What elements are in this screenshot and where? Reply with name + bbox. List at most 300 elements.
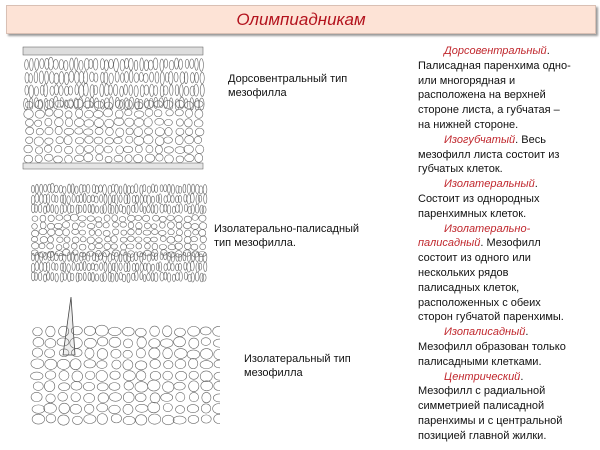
cell-shape <box>83 204 86 212</box>
cell-shape <box>129 85 133 96</box>
cell-shape <box>136 415 147 425</box>
cell-shape <box>204 194 207 204</box>
cell-shape <box>123 392 134 403</box>
cell-shape <box>149 339 160 348</box>
cell-shape <box>39 194 43 203</box>
cell-shape <box>164 204 167 212</box>
cell-shape <box>154 110 162 117</box>
cell-shape <box>114 137 122 143</box>
cell-shape <box>125 109 132 115</box>
cell-shape <box>214 349 220 359</box>
cell-shape <box>54 156 63 163</box>
cell-shape <box>119 186 122 194</box>
cell-shape <box>163 382 174 393</box>
cell-shape <box>201 338 210 346</box>
cell-shape <box>103 185 107 195</box>
cell-shape <box>184 99 188 109</box>
cell-shape <box>57 359 70 369</box>
cell-shape <box>163 371 173 380</box>
cell-shape <box>119 217 126 222</box>
cell-shape <box>176 222 182 229</box>
slide-title-bar <box>6 5 596 34</box>
cell-shape <box>193 230 199 235</box>
cell-shape <box>48 229 55 236</box>
cell-shape <box>150 72 154 82</box>
cell-shape <box>79 230 85 235</box>
cell-shape <box>85 371 94 379</box>
cell-shape <box>164 147 173 154</box>
cell-shape <box>204 262 207 272</box>
cell-shape <box>200 236 206 243</box>
cell-shape <box>47 272 50 280</box>
cell-shape <box>188 358 197 368</box>
cell-shape <box>154 205 158 214</box>
cell-shape <box>100 84 104 97</box>
cell-shape <box>104 195 107 204</box>
cell-shape <box>83 129 93 135</box>
cell-shape <box>133 155 142 163</box>
cell-shape <box>120 237 127 242</box>
cell-shape <box>200 349 212 360</box>
cell-shape <box>175 359 186 368</box>
cell-shape <box>39 229 47 235</box>
cell-shape <box>184 272 187 280</box>
cell-shape <box>54 85 58 95</box>
cell-shape <box>176 406 185 414</box>
cell-shape <box>123 360 133 370</box>
cell-shape <box>113 222 119 227</box>
cell-shape <box>25 101 32 108</box>
cell-shape <box>35 252 38 262</box>
cell-shape <box>97 361 107 369</box>
cell-shape <box>57 237 63 243</box>
cell-shape <box>75 138 84 144</box>
cell-shape <box>144 223 150 229</box>
cell-shape <box>172 274 175 282</box>
cell-shape <box>164 185 167 192</box>
cell-shape <box>35 110 44 118</box>
cell-shape <box>32 185 35 193</box>
cell-shape <box>95 145 103 154</box>
cell-shape <box>127 205 130 214</box>
cell-shape <box>184 204 187 212</box>
cell-shape <box>30 58 34 71</box>
cell-shape <box>201 404 210 413</box>
cell-shape <box>115 97 119 107</box>
cell-shape <box>179 272 182 282</box>
cell-shape <box>175 109 183 116</box>
cell-shape <box>104 215 110 222</box>
cell-shape <box>67 264 71 272</box>
cell-shape <box>187 252 190 262</box>
text: или многорядная и <box>418 74 516 87</box>
cell-shape <box>93 59 98 71</box>
cell-shape <box>140 185 143 194</box>
cell-shape <box>151 184 154 192</box>
cell-shape <box>168 184 171 193</box>
cell-shape <box>155 137 164 146</box>
cell-shape <box>79 71 84 83</box>
cell-shape <box>123 339 132 348</box>
cell-shape <box>194 136 201 143</box>
cell-shape <box>85 348 94 358</box>
cell-shape <box>135 145 142 153</box>
cell-shape <box>161 393 173 401</box>
cell-shape <box>84 415 96 424</box>
cell-shape <box>116 146 124 154</box>
cell-shape <box>87 237 94 244</box>
cell-shape <box>148 380 160 391</box>
cell-shape <box>91 204 94 213</box>
cell-shape <box>55 100 63 107</box>
text: палисадными клетками. <box>418 355 542 368</box>
cell-shape <box>76 263 79 270</box>
cell-shape <box>134 86 138 97</box>
cell-shape <box>183 184 186 193</box>
cell-shape <box>35 184 38 194</box>
cell-shape <box>69 71 74 82</box>
text: Палисадная паренхима одно- <box>418 59 571 72</box>
cell-shape <box>64 146 72 154</box>
cell-shape <box>70 214 78 221</box>
cell-shape <box>59 86 63 96</box>
cell-shape <box>45 359 57 369</box>
cell-shape <box>71 184 74 194</box>
cell-shape <box>24 145 32 153</box>
cell-shape <box>144 195 147 202</box>
cell-shape <box>184 86 189 95</box>
cell-shape <box>194 84 199 96</box>
cell-shape <box>83 272 86 280</box>
cell-shape <box>162 415 174 425</box>
cell-shape <box>25 73 29 84</box>
cell-shape <box>189 371 198 379</box>
cell-shape <box>144 85 149 95</box>
cell-shape <box>56 245 62 251</box>
cell-shape <box>184 216 191 222</box>
cell-shape <box>144 99 148 109</box>
cell-shape <box>198 263 202 270</box>
cell-shape <box>40 237 47 243</box>
cell-shape <box>171 263 174 271</box>
caption-line: мезофилла <box>244 367 303 379</box>
cell-shape <box>124 146 133 152</box>
text: расположенных с обеих <box>418 296 541 309</box>
cell-shape <box>86 252 90 261</box>
cell-shape <box>168 229 174 234</box>
cell-shape <box>145 243 151 249</box>
cell-shape <box>31 250 38 255</box>
cell-shape <box>123 416 135 424</box>
cell-shape <box>149 348 160 359</box>
cell-shape <box>88 272 91 280</box>
cell-shape <box>134 184 138 193</box>
cell-shape <box>79 222 85 227</box>
cell-shape <box>38 204 41 213</box>
cell-shape <box>112 215 118 222</box>
term: Изогубчатый <box>444 133 516 146</box>
cell-shape <box>165 155 174 163</box>
isolateral-leaf-illustration <box>25 295 220 427</box>
term: палисадный <box>418 237 481 250</box>
cell-shape <box>87 195 91 202</box>
cell-shape <box>59 403 70 413</box>
cell-shape <box>93 85 97 94</box>
cell-shape <box>144 135 154 144</box>
cell-shape <box>147 263 151 273</box>
cell-shape <box>203 185 207 195</box>
cell-shape <box>189 392 198 401</box>
cell-shape <box>135 237 142 242</box>
term: Центрический <box>444 370 521 383</box>
cell-shape <box>96 222 102 228</box>
cell-shape <box>132 195 135 203</box>
text: палисадных клеток, <box>418 281 520 294</box>
term: Дорсовентральный <box>444 45 547 57</box>
cell-shape <box>114 59 119 72</box>
text: . <box>525 326 529 339</box>
cell-shape <box>200 371 212 382</box>
cell-shape <box>54 253 58 261</box>
cell-shape <box>195 110 203 119</box>
cell-shape <box>171 195 174 203</box>
cell-shape <box>96 238 103 243</box>
cell-shape <box>98 393 108 403</box>
cell-shape <box>84 338 96 348</box>
cell-shape <box>176 128 184 135</box>
cell-shape <box>160 272 164 281</box>
cell-shape <box>95 243 102 248</box>
cell-shape <box>34 98 38 108</box>
cell-shape <box>143 206 146 213</box>
cell-shape <box>140 204 143 212</box>
text: . Весь <box>515 133 546 146</box>
cell-shape <box>147 186 151 193</box>
cell-shape <box>79 85 84 98</box>
cell-shape <box>164 264 167 271</box>
cell-shape <box>75 128 83 134</box>
cell-shape <box>70 404 81 414</box>
cell-shape <box>143 274 146 281</box>
cell-shape <box>38 99 42 109</box>
cell-shape <box>167 194 170 202</box>
cell-shape <box>154 273 158 282</box>
text: нескольких рядов <box>418 266 509 279</box>
cell-shape <box>110 371 120 379</box>
cell-shape <box>111 414 121 423</box>
term: Изолатерально- <box>444 222 531 235</box>
cell-shape <box>140 85 144 97</box>
cell-shape <box>145 128 153 135</box>
cell-shape <box>40 59 44 69</box>
text: паренхимы и с центральной <box>418 414 563 427</box>
cell-shape <box>35 120 42 126</box>
text: Мезофилл с радиальной <box>418 385 546 398</box>
cell-shape <box>70 359 81 370</box>
cell-shape <box>155 185 158 193</box>
term: Изолатеральный <box>444 178 535 191</box>
cell-shape <box>93 111 103 118</box>
cell-shape <box>83 382 94 390</box>
cell-shape <box>195 72 199 83</box>
cell-shape <box>33 337 44 346</box>
cell-shape <box>164 272 167 280</box>
cell-shape <box>132 263 135 271</box>
cell-shape <box>176 229 182 235</box>
cell-shape <box>70 58 74 70</box>
cell-shape <box>115 205 118 213</box>
cell-shape <box>46 414 56 423</box>
cell-shape <box>84 146 93 153</box>
cell-shape <box>74 71 79 83</box>
cell-shape <box>85 110 94 118</box>
cell-shape <box>198 195 202 202</box>
cell-shape <box>184 194 187 202</box>
cell-shape <box>175 85 179 96</box>
cell-shape <box>54 73 59 84</box>
cell-shape <box>144 263 147 270</box>
cell-shape <box>79 262 82 271</box>
text: состоит из одного или <box>418 252 531 265</box>
cell-shape <box>94 73 98 82</box>
cell-shape <box>104 263 107 272</box>
cell-shape <box>51 273 54 281</box>
cell-shape <box>59 371 69 381</box>
cell-shape <box>75 155 85 162</box>
cell-shape <box>55 229 63 235</box>
slide-title: Олимпиадникам <box>236 10 366 29</box>
cell-shape <box>68 184 71 193</box>
cell-shape <box>203 253 207 263</box>
cell-shape <box>112 184 115 192</box>
cell-shape <box>135 382 148 393</box>
cell-shape <box>201 415 211 423</box>
cell-shape <box>135 215 142 220</box>
cell-shape <box>185 119 193 127</box>
cell-shape <box>45 118 52 126</box>
cell-shape <box>45 339 56 348</box>
cell-shape <box>158 194 161 204</box>
cell-shape <box>169 60 174 70</box>
cell-shape <box>200 327 211 335</box>
cell-shape <box>112 250 120 256</box>
cell-shape <box>40 184 43 193</box>
cell-shape <box>160 339 173 348</box>
cell-shape <box>134 111 144 118</box>
cell-shape <box>95 128 103 135</box>
cell-shape <box>91 263 94 270</box>
cell-shape <box>213 339 220 347</box>
cell-shape <box>54 185 58 193</box>
cell-shape <box>188 415 199 423</box>
cell-shape <box>155 72 159 84</box>
cell-shape <box>97 349 107 360</box>
cell-shape <box>123 350 132 358</box>
cell-shape <box>84 58 89 70</box>
cell-shape <box>214 360 220 368</box>
cell-shape <box>151 205 154 213</box>
cell-shape <box>137 337 146 348</box>
cell-shape <box>79 194 82 203</box>
cell-shape <box>89 230 95 236</box>
cell-shape <box>163 403 172 411</box>
cell-shape <box>76 109 83 118</box>
cell-shape <box>154 101 162 108</box>
cell-shape <box>32 224 38 230</box>
cell-shape <box>103 109 112 117</box>
cell-shape <box>44 154 53 161</box>
cell-shape <box>125 118 134 126</box>
cell-shape <box>65 111 72 118</box>
cell-shape <box>72 237 79 243</box>
cell-shape <box>72 194 75 202</box>
cell-shape <box>175 58 179 69</box>
cell-shape <box>99 185 103 192</box>
cell-shape <box>125 58 129 68</box>
cell-shape <box>105 236 111 241</box>
cell-shape <box>169 72 173 85</box>
cell-shape <box>67 196 71 204</box>
cell-shape <box>68 252 71 261</box>
cell-shape <box>54 109 63 117</box>
cell-shape <box>83 83 88 96</box>
cell-shape <box>187 184 190 194</box>
cell-shape <box>140 272 143 280</box>
cell-shape <box>127 215 134 221</box>
cell-shape <box>72 371 83 382</box>
cell-shape <box>164 100 173 108</box>
cell-shape <box>64 136 72 145</box>
cell-shape <box>84 404 93 413</box>
cell-shape <box>213 404 220 414</box>
cell-shape <box>59 253 63 261</box>
cell-shape <box>176 371 187 380</box>
cell-shape <box>87 224 95 229</box>
cell-shape <box>136 243 142 249</box>
cell-shape <box>64 60 68 70</box>
cell-shape <box>74 58 78 71</box>
cell-shape <box>140 263 143 272</box>
cell-shape <box>160 204 164 213</box>
cell-shape <box>24 155 33 163</box>
cell-shape <box>143 185 146 192</box>
cell-shape <box>151 224 157 229</box>
cell-shape <box>103 272 107 281</box>
cell-shape <box>167 236 175 243</box>
cell-shape <box>179 59 183 69</box>
dorsoventral-leaf-illustration <box>18 45 213 177</box>
cell-shape <box>148 60 153 70</box>
cell-shape <box>111 244 118 249</box>
cell-shape <box>202 206 206 213</box>
cell-shape <box>36 128 43 135</box>
cell-shape <box>175 216 183 223</box>
cell-shape <box>167 262 170 270</box>
cell-shape <box>32 405 45 413</box>
cell-shape <box>89 244 95 250</box>
cell-shape <box>176 392 185 401</box>
cell-shape <box>144 118 152 127</box>
cell-shape <box>72 223 78 230</box>
caption-line: Изолатерально-палисадный <box>214 223 360 235</box>
cell-shape <box>104 146 112 153</box>
cell-shape <box>146 145 153 153</box>
cell-shape <box>65 118 72 127</box>
cell-shape <box>31 392 42 401</box>
text: . <box>520 370 524 383</box>
text: расположена на верхней <box>418 89 546 102</box>
cell-shape <box>183 222 191 228</box>
